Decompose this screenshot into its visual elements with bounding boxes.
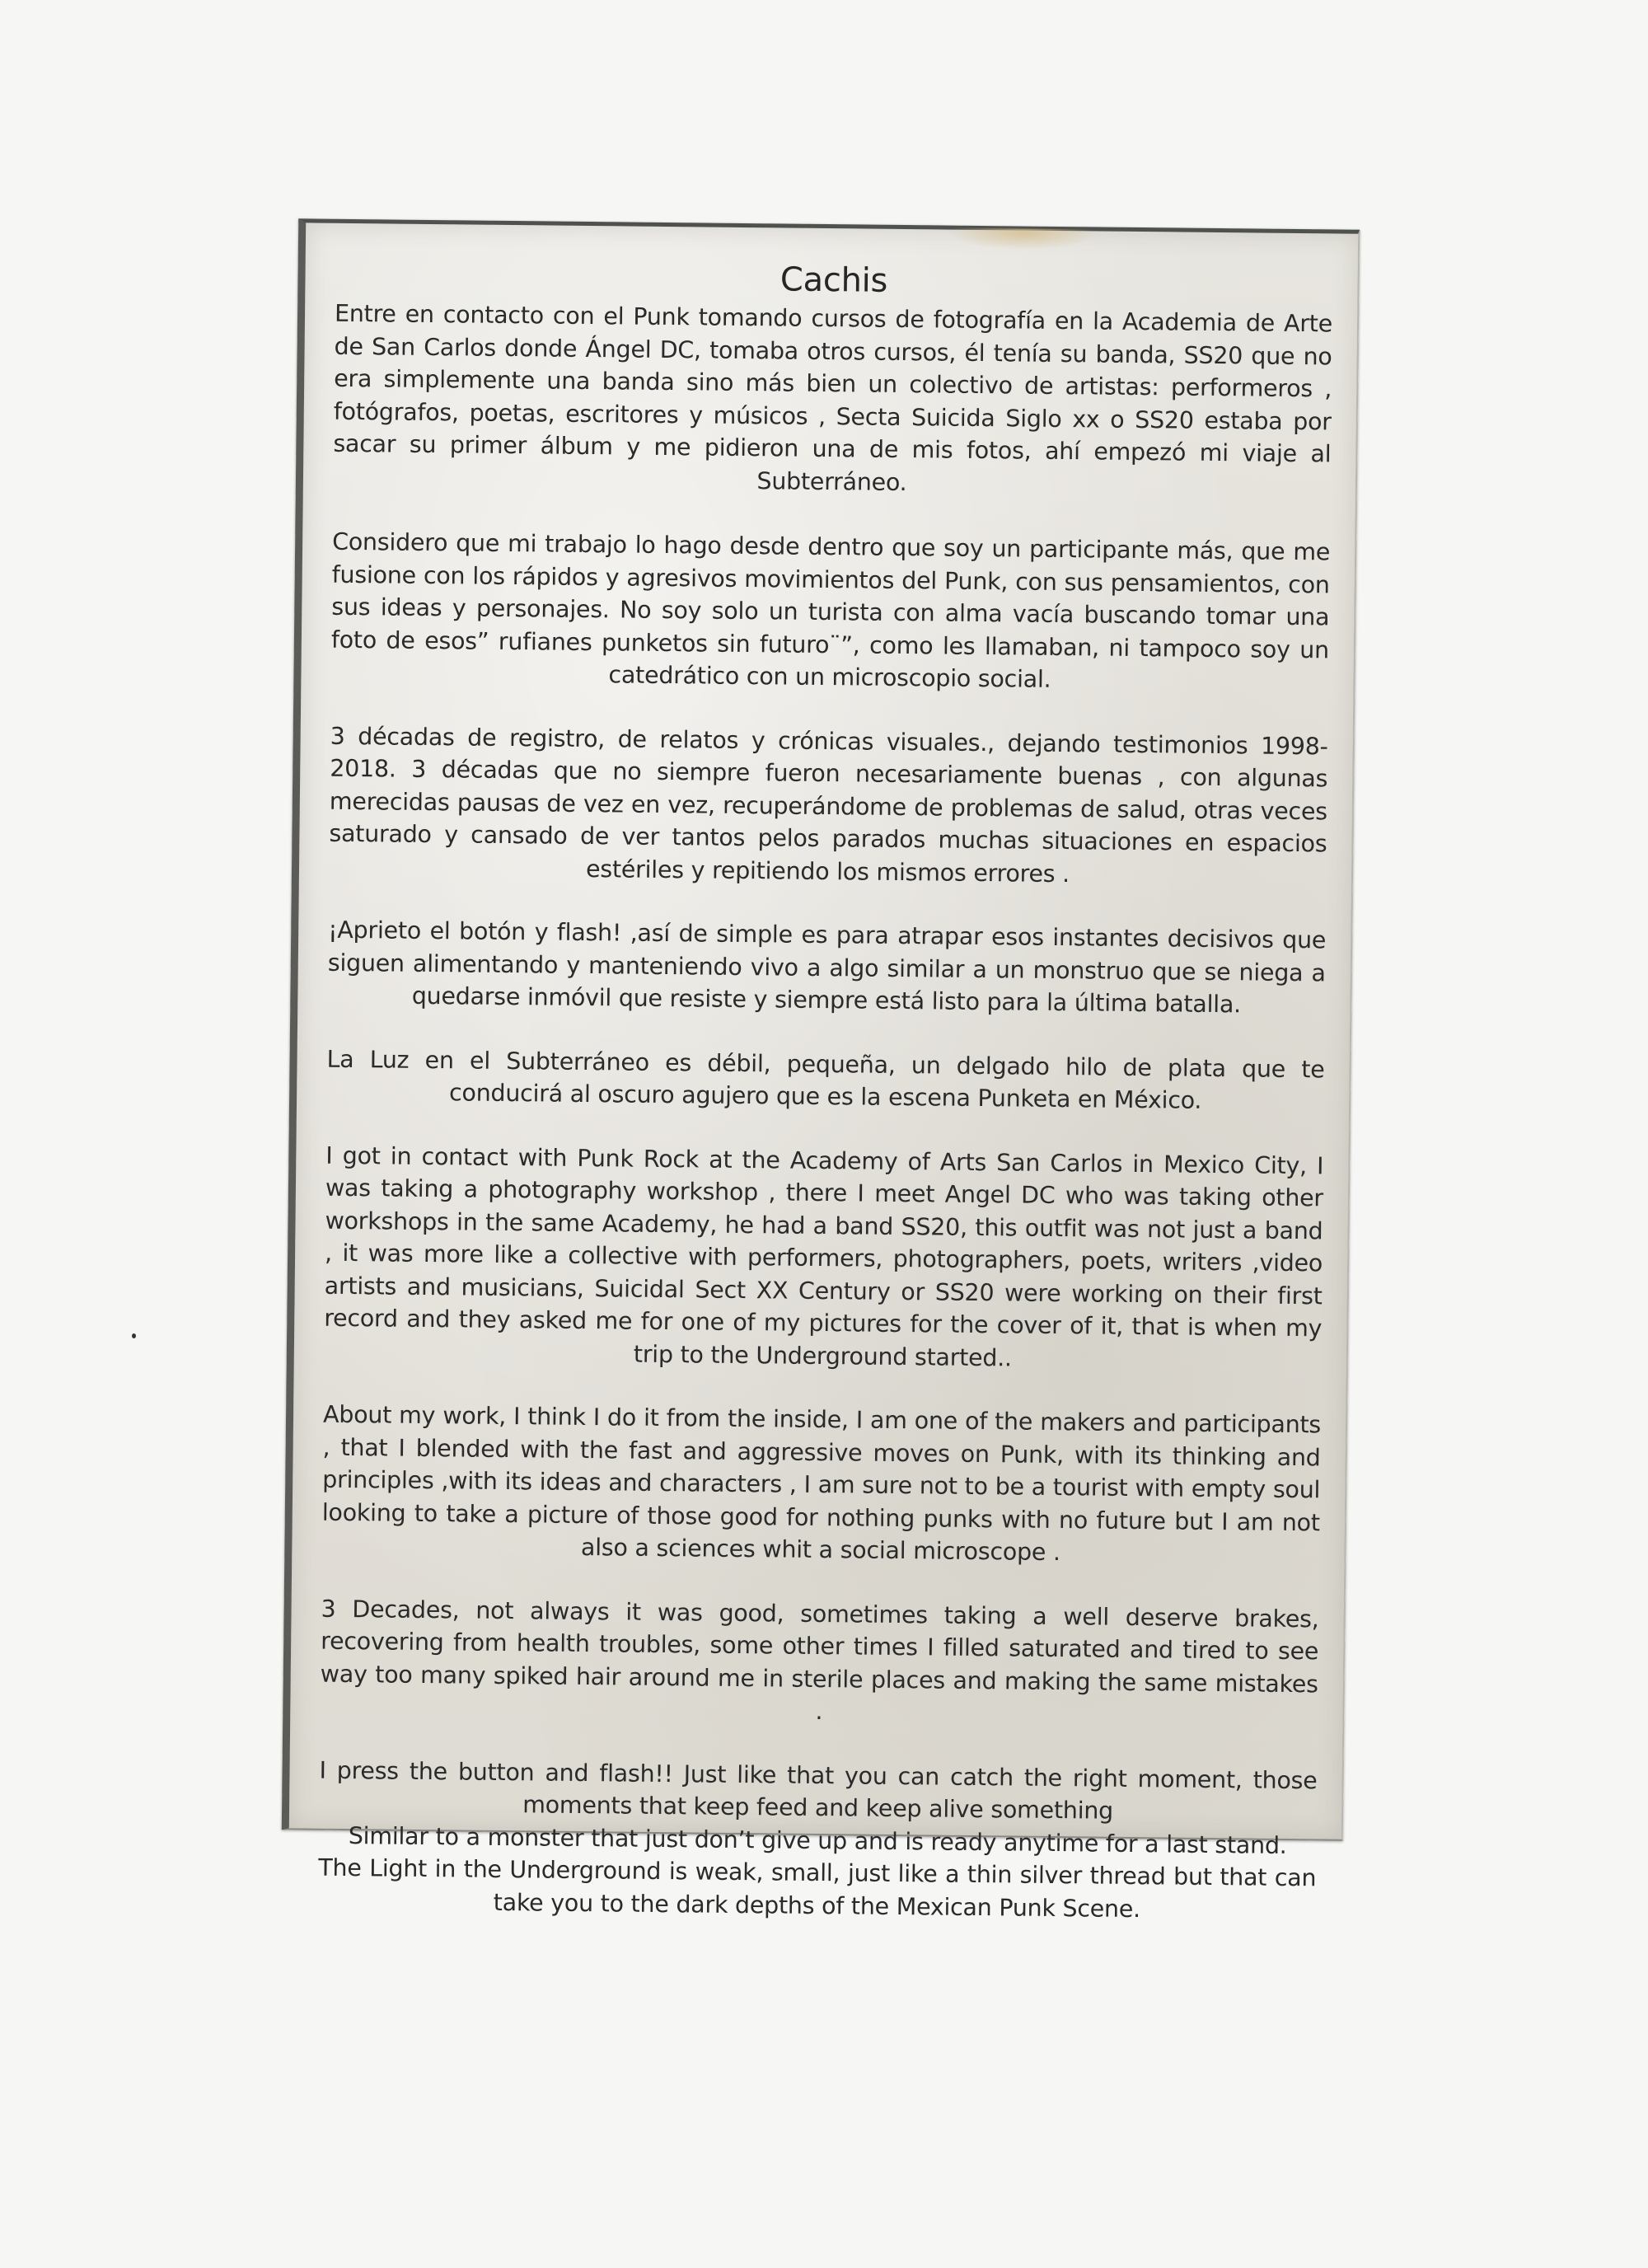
paragraph-spanish-5: La Luz en el Subterráneo es débil, pequeña, un delgado hilo de plata que te conducirá al oscuro agujero que es la escena Punketa en México. (326, 1045, 1325, 1114)
paragraph-spanish-3: 3 décadas de registro, de relatos y crónicas visuales., dejando testimonios 1998-2018. 3 décadas que no siempre fueron necesariamente buenas , con algunas merecidas pausas de vez en vez, recuperándome de problemas de salud, otras veces saturado y cansado de ver tantos pelos parados muchas situaciones en espacios estériles y repitiendo los mismos errores . (329, 722, 1328, 888)
booklet-page (282, 218, 1360, 1923)
paragraph-english-2: About my work, I think I do it from the inside, I am one of the makers and participants , that I blended with the fast and aggressive moves on Punk, with its thinking and principles ,with its ideas and characters , I am sure not to be a tourist with empty soul looking to take a picture of those good for nothing punks with no future but I am not also a sciences whit a social microscope . (321, 1400, 1322, 1567)
paragraph-spanish-1: Entre en contacto con el Punk tomando cursos de fotografía en la Academia de Arte de San Carlos donde Ángel DC, tomaba otros cursos, él tenía su banda, SS20 que no era simplemente una banda sino más bien un colectivo de artistas: performeros , fotógrafos, poetas, escritores y músicos , Secta Suicida Siglo xx o SS20 estaba por sacar su primer álbum y me pidieron una de mis fotos, ahí empezó mi viaje al Subterráneo. (333, 299, 1333, 496)
paragraph-english-6: The Light in the Underground is weak, small, just like a thin silver thread but that can take you to the dark depths of the Mexican Punk Scene. (318, 1853, 1317, 1923)
paper-stain (948, 228, 1097, 251)
paragraph-spanish-4: ¡Aprieto el botón y flash! ,así de simple es para atrapar esos instantes decisivos que siguen alimentando y manteniendo vivo a algo similar a un monstruo que se niega a quedarse inmóvil que resiste y siempre está listo para la última batalla. (327, 916, 1327, 1019)
paragraph-english-1: I got in contact with Punk Rock at the Academy of Arts San Carlos in Mexico City, I was taking a photography workshop , there I meet Angel DC who was taking other workshops in the same Academy, he had a band SS20, this outfit was not just a band , it was more like a collective with performers, photographers, poets, writers ,video artists and musicians, Suicidal Sect XX Century or SS20 were working on their first record and they asked me for one of my pictures for the cover of it, that is when my trip to the Underground started.. (324, 1141, 1324, 1371)
paragraph-english-4: I press the button and flash!! Just like that you can catch the right moment, those moments that keep feed and keep alive something (319, 1756, 1318, 1825)
page-text (318, 255, 1333, 1928)
paragraph-spanish-2: Considero que mi trabajo lo hago desde dentro que soy un participante más, que me fusione con los rápidos y agresivos movimientos del Punk, con sus pensamientos, con sus ideas y personajes. No soy solo un turista con alma vacía buscando tomar una foto de esos” rufianes punketos sin futuro¨”, como les llamaban, ni tampoco soy un catedrático con un microscopio social. (330, 527, 1331, 693)
page-title: Cachis (780, 260, 888, 300)
paragraph-english-5: Similar to a monster that just don’t give up and is ready anytime for a last stand. (348, 1821, 1287, 1859)
paragraph-english-3: 3 Decades, not always it was good, sometimes taking a well deserve brakes, recovering from health troubles, some other times I filled saturated and tired to see way too many spiked hair around me in sterile places and making the same mistakes . (320, 1595, 1319, 1726)
scan-speck (132, 1333, 136, 1338)
